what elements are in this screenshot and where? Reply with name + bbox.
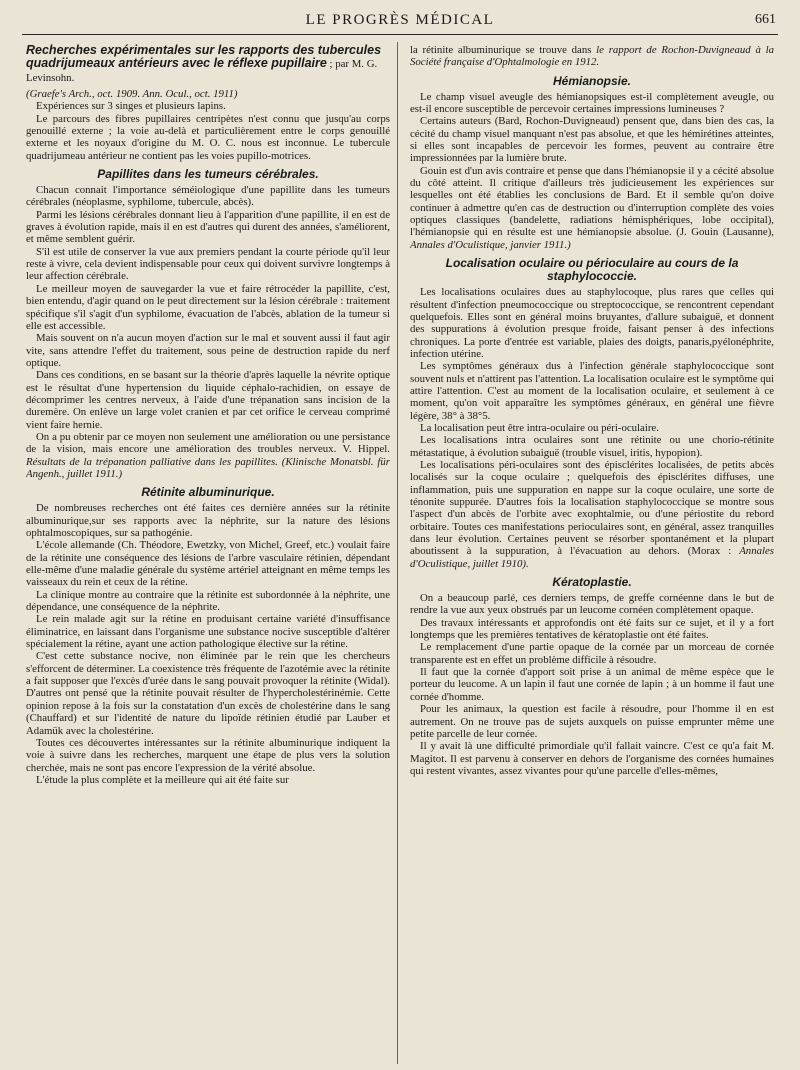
paragraph: Mais souvent on n'a aucun moyen d'action sur le mal et souvent aussi il faut agir vite, sans attendre l'effet du traitement, sous peine de destruction rapide du nerf optique. [26,332,390,369]
paragraph: Il y avait là une difficulté primordiale qu'il fallait vaincre. C'est ce qu'a fait M. Magitot. Il est parvenu à conserver en dehors de l'organisme des cornées humaines qui restent vivantes, assez vivantes pour qu'une parcelle d'elles-mêmes, [410,740,774,777]
paragraph: Il faut que la cornée d'apport soit prise à un animal de même espèce que le porteur du leucome. A un lapin il faut une cornée de lapin ; à un homme il faut une cornée d'homme. [410,666,774,703]
right-column [410,44,774,1064]
paragraph: Le meilleur moyen de sauvegarder la vue et faire rétrocéder la papillite, c'est, bien entendu, d'agir quand on le peut directement sur la lésion cérébrale : traitement spécifique s'il s'agit d'un syphilome, évacuation de l'abcès, ablation de la tumeur si elle est accessible. [26,282,390,332]
article-reference: (Graefe's Arch., oct. 1909. Ann. Ocul., oct. 1911) [26,88,238,100]
paragraph: Le champ visuel aveugle des hémianopsiques est-il complètement aveugle, ou est-il encore susceptible de percevoir certaines impressions lumineuses ? [410,90,774,116]
article-byline: ; par M. G. Levinsohn. [26,58,378,84]
article-title-tubercules: Recherches expérimentales sur les rapports des tubercules quadrijumeaux antérieurs avec le réflexe pupillaire ; par M. G. Levinsohn. [26,44,382,84]
article-title-keratoplastie: Kératoplastie. [552,575,632,590]
paragraph: Chacun connait l'importance séméiologique d'une papillite dans les tumeurs cérébrales (néoplasme, syphilome, tubercule, abcès). [26,184,390,209]
paragraph: Le rein malade agit sur la rétine en produisant certaine variété d'insuffisance éliminatrice, en laissant dans l'organisme une substance nocive susceptible d'altérer spécialement la rétine, ayant une action pathologique élective sur la rétine. [26,613,390,651]
paragraph: Gouin est d'un avis contraire et pense que dans l'hémianopsie il y a cécité absolue du côté atteint. Il critique d'ailleurs très judicieusement les expériences sur lesquelles ont été établies les conclusions de Bard. Et il semble qu'on doive continuer à admettre qu'en cas de destruction ou d'interruption complète des voies optiques classiques (bandelette, radiations hémisphériques, lobe occipital), l'hémianopsie qui en résulte est une hémianopsie absolue. (J. Gouin (Lausanne), Annales d'Oculistique, janvier 1911.) [410,164,774,251]
paragraph: Les localisations oculaires dues au staphylocoque, plus rares que celles qui résultent d'infection pneumococcique ou streptococcique, se rencontrent cependant quelquefois. Elles sont en général moins bruyantes, d'allure subaiguë, et donnent des suppurations à évolution presque froide, faisant penser à des infections chroniques. La porte d'entrée est variable, plaies des doigts, panaris,pyélonéphrite, infection utérine. [410,286,774,360]
article-title-hemianopsie: Hémianopsie. [552,73,632,88]
article-title-staphylococcie: Localisation oculaire ou périoculaire au cours de la staphylococcie. [445,256,739,284]
paragraph: Les localisations péri-oculaires sont des épisclérites localisées, de petits abcès localisés sur la coque oculaire ; quelquefois des épisclérites diffuses, une inflammation, puis une suppuration en nappe sur la coque oculaire, une sorte de ténonite suppurée. D'autres fois la localisation staphylococcique se montre sous l'aspect d'un abcès de l'orbite avec exophtalmie, ou d'une périostite du rebord orbitaire. Toutes ces manifestations perioculaires sont, en général, assez tranquilles dans leur évolution. Certaines peuvent se résorber spontanément et la plupart aboutissent à la suppuration, à l'évacuation au dehors. (Morax : Annales d'Oculistique, juillet 1910). [410,458,774,570]
citation: Résultats de la trépanation palliative dans les papillites. (Klinische Monatsbl. für Angenh., juillet 1911.) [26,455,390,480]
paragraph: L'étude la plus complète et la meilleure qui ait été faite sur [36,773,289,786]
paragraph: Les localisations intra oculaires sont une rétinite ou une chorio-rétinite métastatique, à évolution subaiguë (trouble visuel, iritis, hypopion). [410,434,774,459]
paragraph: Expériences sur 3 singes et plusieurs lapins. [36,100,226,113]
column-divider [397,42,398,1064]
left-column [26,44,390,1064]
paragraph: La localisation peut être intra-oculaire ou péri-oculaire. [420,421,659,434]
paragraph: Dans ces conditions, en se basant sur la théorie d'après laquelle la névrite optique est le résultat d'une hypertension du liquide céphalo-rachidien, on essaye de décomprimer les centres nerveux, à l'aide d'une trépanation sans incision de la duremère. On enlève un large volet cranien et par cet orifice le cerveau comprimé vient faire hernie. [26,369,390,431]
citation: le rapport de Rochon-Duvigneaud à la Société française d'Ophtalmologie en 1912. [410,44,774,69]
paragraph: Le parcours des fibres pupillaires centripètes n'est connu que jusqu'au corps genouillé externe ; la voie au-delà et particulièrement entre le corps genouillé externe et les noyaux d'origine du M. O. C. nous est inconnue. Le tubercule quadrijumeau antérieur ne contient pas les voies pupillo-motrices. [26,112,390,162]
citation: Annales d'Oculistique, juillet 1910). [410,545,774,570]
paragraph: C'est cette substance nocive, non éliminée par le rein que les chercheurs s'efforcent de déterminer. La coexistence très fréquente de l'azotémie avec la rétinite a fait supposer que l'excès d'urée dans le sang pouvait provoquer la rétinite (Widal). D'autres ont pensé que la rétinite pouvait résulter de l'hypercholestérinémie. Cette opinion repose à la fois sur la constatation d'un excès de cholestérine dans le sang (Chauffard) et sur l'identité de nature du lipoïde rétinien étudié par Lauber et Adamük avec la cholestérine. [26,650,390,737]
paragraph: De nombreuses recherches ont été faites ces dernière années sur la rétinite albuminurique,sur ses rapports avec la néphrite, sur la nature des lésions ophtalmoscopiques, sur sa pathogénie. [26,502,390,539]
paragraph: Des travaux intéressants et approfondis ont été faits sur ce sujet, et il y a fort longtemps que les premières tentatives de kératoplastie ont été faites. [410,616,774,642]
paragraph: Toutes ces découvertes intéressantes sur la rétinite albuminurique indiquent la voie à suivre dans les recherches, marquent une étape de plus vers la solution cherchée, mais ne sont pas encore l'expression de la vérité absolue. [26,736,390,774]
paragraph: la rétinite albuminurique se trouve dans le rapport de Rochon-Duvigneaud à la Société française d'Ophtalmologie en 1912. [410,44,774,69]
paragraph: La clinique montre au contraire que la rétinite est subordonnée à la néphrite, une dépendance, une conséquence de la néphrite. [26,588,390,614]
journal-title: LE PROGRÈS MÉDICAL [305,12,495,28]
page-header [22,6,778,35]
paragraph: Pour les animaux, la question est facile à résoudre, pour l'homme il en est autrement. On ne trouve pas de sujets auxquels on puisse emprunter même une petite parcelle de leur cornée. [410,703,774,740]
paragraph: Le remplacement d'une partie opaque de la cornée par un morceau de cornée transparente est en effet un problème difficile à résoudre. [410,641,774,666]
paragraph: Certains auteurs (Bard, Rochon-Duvigneaud) pensent que, dans bien des cas, la cécité du champ visuel manquant n'est pas absolue, et que les hémirétines atteintes, si elles sont incapables de percevoir les formes, peuvent au contraire être impressionnées par la lumière brute. [410,115,774,165]
paragraph: Parmi les lésions cérébrales donnant lieu à l'apparition d'une papillite, il en est de graves à évolution rapide, mais il en est d'autres qui durent des années, s'améliorent, et même semblent guérir. [26,208,390,246]
paragraph: L'école allemande (Ch. Théodore, Ewetzky, von Michel, Greef, etc.) voulait faire de la rétinite une conséquence des lésions de l'arbre vasculaire rétinien, dépendant elle-même d'une maladie générale du système artériel atteignant en même temps les vaisseaux du rein et ceux de la rétine. [26,539,390,589]
page-number: 661 [755,12,776,27]
paragraph: On a pu obtenir par ce moyen non seulement une amélioration ou une persistance de la vision, mais encore une amélioration des troubles nerveux. V. Hippel. Résultats de la trépanation palliative dans les papillites. (Klinische Monatsbl. für Angenh., juillet 1911.) [26,430,390,480]
article-title-papillites: Papillites dans les tumeurs cérébrales. [97,167,319,182]
article-title-retinite: Rétinite albuminurique. [141,485,275,500]
citation: Annales d'Oculistique, janvier 1911.) [410,238,571,251]
paragraph: On a beaucoup parlé, ces derniers temps, de greffe cornéenne dans le but de rendre la vue aux yeux obstrués par un leucome cornéen complètement opaque. [410,592,774,617]
paragraph: S'il est utile de conserver la vue aux premiers pendant la courte période qu'il leur reste à vivre, cela devient indispensable pour ceux qui doivent survivre longtemps à leur affection cérébrale. [26,245,390,283]
paragraph: Les symptômes généraux dus à l'infection générale staphylococcique sont souvent nuls et n'attirent pas l'attention. La localisation oculaire est le symptôme qui attire l'attention. C'est au moment de la localisation oculaire, et seulement à ce moment, qu'on voit apparaître les symptômes généraux, en général une fièvre légère, 38° à 38°5. [410,360,774,422]
